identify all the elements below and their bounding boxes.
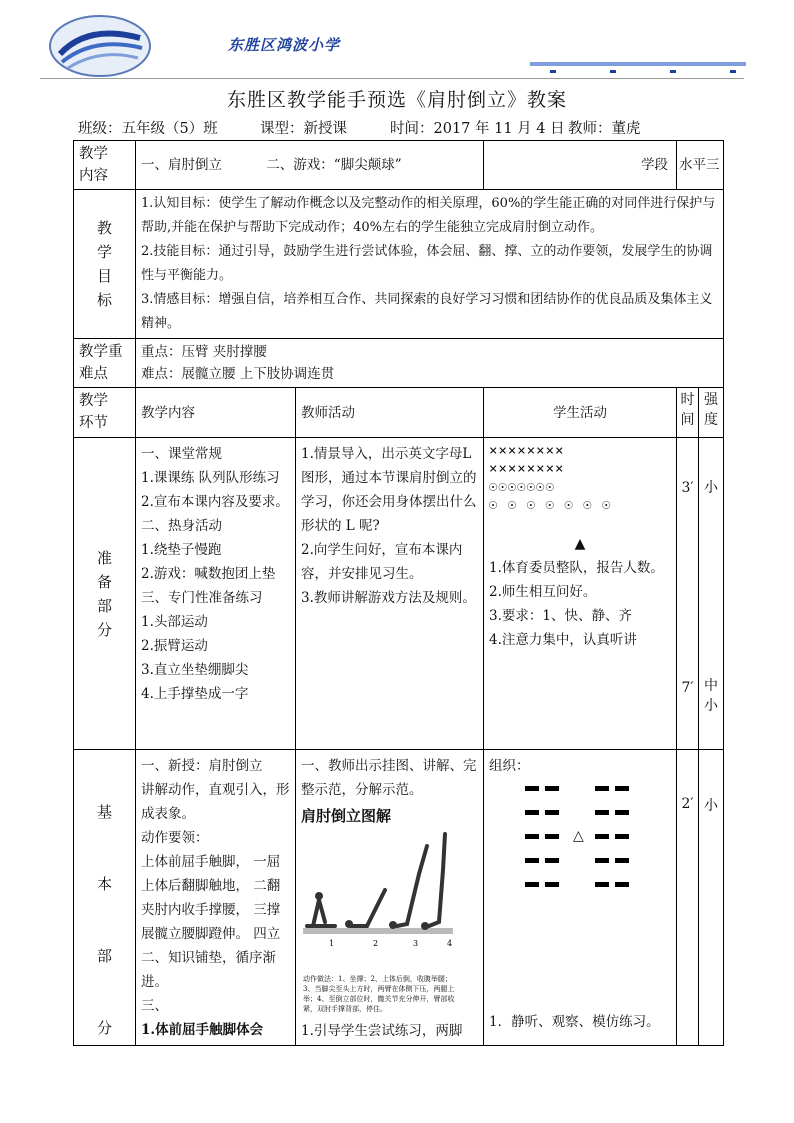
illustration-notes: 动作做法：1、坐撑；2、上体后倒，收腹举腿；3、当脚尖至头上方时，两臂在体侧下压，两腿上举；4、至倒立部位时，髋关节充分伸开，臂部收紧，双肘手撑背部，停住。 — [303, 975, 455, 1013]
header-student: 学生活动 — [484, 388, 677, 438]
basic-student: 组织： △ 1．静听、观察、模仿练习。 — [484, 750, 677, 1046]
header-teacher: 教师活动 — [296, 388, 484, 438]
school-name: 东胜区鸿波小学 — [228, 36, 341, 54]
goal-cognitive: 1.认知目标：使学生了解动作概念以及完整动作的相关原理，60%的学生能正确的对同伴进行保护与帮助,并能在保护与帮助下完成动作；40%左右的学生能独立完成肩肘倒立动作。 — [141, 196, 716, 235]
illustration-number-1: 1 — [329, 939, 335, 948]
keypoints-text — [136, 339, 724, 388]
shoulder-stand-figures — [301, 830, 461, 970]
formation-diagram: ×××××××× ×××××××× ☉☉☉☉☉☉☉ ☉ ☉ ☉ ☉ ☉ ☉ ☉ — [489, 443, 612, 513]
goals-text — [136, 190, 724, 339]
meta-class: 班级：五年级（5）班 — [78, 121, 218, 137]
basic-intensity: 小 — [699, 750, 724, 1046]
school-logo-icon — [48, 14, 152, 78]
goals-label: 教 学 目 标 — [74, 190, 136, 339]
keypoints-label: 教学重 难点 — [74, 339, 136, 388]
key-point: 重点：压臂 夹肘撑腰 — [141, 344, 267, 360]
header-content: 教学内容 — [136, 388, 296, 438]
teacher-position-icon: ▲ — [574, 536, 586, 552]
header-time: 时 间 — [677, 388, 699, 438]
goal-skill: 2.技能目标：通过引导，鼓励学生进行尝试体验，体会屈、翻、撑、立的动作要领，发展学生的协调性与平衡能力。 — [141, 244, 713, 283]
column-header-row — [74, 388, 724, 438]
illustration-number-3: 3 — [413, 939, 419, 948]
content-row — [74, 141, 724, 190]
basic-content: 一、新授：肩肘倒立 讲解动作，直观引入，形成表象。 动作要领： 上体前屈手触脚， 一屈 上体后翻脚触地， 二翻 夹肘内收手撑腰， 三撑 展髋立腰脚蹬伸。 四立 二、知识铺垫，循序渐进。 三、 1.体前屈手触脚体会 — [136, 750, 296, 1046]
prep-student: ×××××××× ×××××××× ☉☉☉☉☉☉☉ ☉ ☉ ☉ ☉ ☉ ☉ ☉ ▲ 1.体育委员整队，报告人数。 2.师生相互问好。 3.要求：1、快、静、齐 4.注意力集中，认真听讲 — [484, 438, 677, 750]
page-header — [0, 0, 794, 90]
stage-label: 学段 — [484, 141, 677, 190]
meta-time: 时间：2017 年 11 月 4 日 — [390, 121, 565, 137]
basic-time: 2′ — [677, 750, 699, 1046]
content-label: 教学 内容 — [74, 141, 136, 190]
illustration-number-4: 4 — [447, 939, 453, 948]
header-decoration — [530, 62, 746, 78]
prep-time: 3′ 7′ — [677, 438, 699, 750]
prep-row — [74, 438, 724, 750]
difficult-point: 难点：展髋立腰 上下肢协调连贯 — [141, 366, 335, 382]
content-items — [136, 141, 484, 190]
content-item-2: 二、游戏：“脚尖颠球” — [266, 157, 402, 173]
basic-teacher: 一、教师出示挂图、讲解、完整示范，分解示范。 肩肘倒立图解 1 2 3 4 动作做法：1、坐撑；2、上体后倒，收腹举腿；3、当脚尖至头上方时，两臂在体侧下压，两腿上举；4、至倒立部位时，髋关节充分伸开，臂部收紧，双肘手撑背部，停住。 1.引导学生尝试练习，两脚 — [296, 750, 484, 1046]
page-title: 东胜区教学能手预选《肩肘倒立》教案 — [226, 89, 567, 111]
goal-emotion: 3.情感目标：增强自信，培养相互合作、共同探索的良好学习习惯和团结协作的优良品质及集体主义精神。 — [141, 292, 713, 331]
practice-formation — [489, 778, 671, 898]
lesson-plan-table — [73, 140, 724, 1046]
header-phase: 教学 环节 — [74, 388, 136, 438]
shoulder-stand-illustration — [301, 804, 461, 1019]
stage-value: 水平三 — [677, 141, 724, 190]
header-intensity: 强 度 — [699, 388, 724, 438]
prep-content: 一、课堂常规 1.课课练 队列队形练习 2.宣布本课内容及要求。 二、热身活动 1.绕垫子慢跑 2.游戏：喊数抱团上垫 三、专门性准备练习 1.头部运动 2.振臂运动 3.直立坐垫绷脚尖 4.上手撑垫成一字 — [136, 438, 296, 750]
prep-label: 准 备 部 分 — [74, 438, 136, 750]
basic-label: 基 本 部 分 — [74, 750, 136, 1046]
keypoints-row — [74, 339, 724, 388]
content-item-1: 一、肩肘倒立 — [141, 157, 222, 173]
teacher-position-icon: △ — [573, 828, 584, 844]
basic-row — [74, 750, 724, 1046]
header-divider — [40, 78, 744, 79]
goals-row — [74, 190, 724, 339]
meta-type: 课型：新授课 — [260, 121, 347, 137]
prep-intensity: 小 中小 — [699, 438, 724, 750]
illustration-title: 肩肘倒立图解 — [301, 807, 392, 825]
meta-teacher: 教师：董虎 — [568, 121, 641, 137]
prep-teacher: 1.情景导入，出示英文字母L 图形，通过本节课肩肘倒立的学习，你还会用身体摆出什么形状的 L 呢? 2.向学生问好，宣布本课内容，并安排见习生。 3.教师讲解游戏方法及规则。 — [296, 438, 484, 750]
illustration-number-2: 2 — [373, 939, 379, 948]
